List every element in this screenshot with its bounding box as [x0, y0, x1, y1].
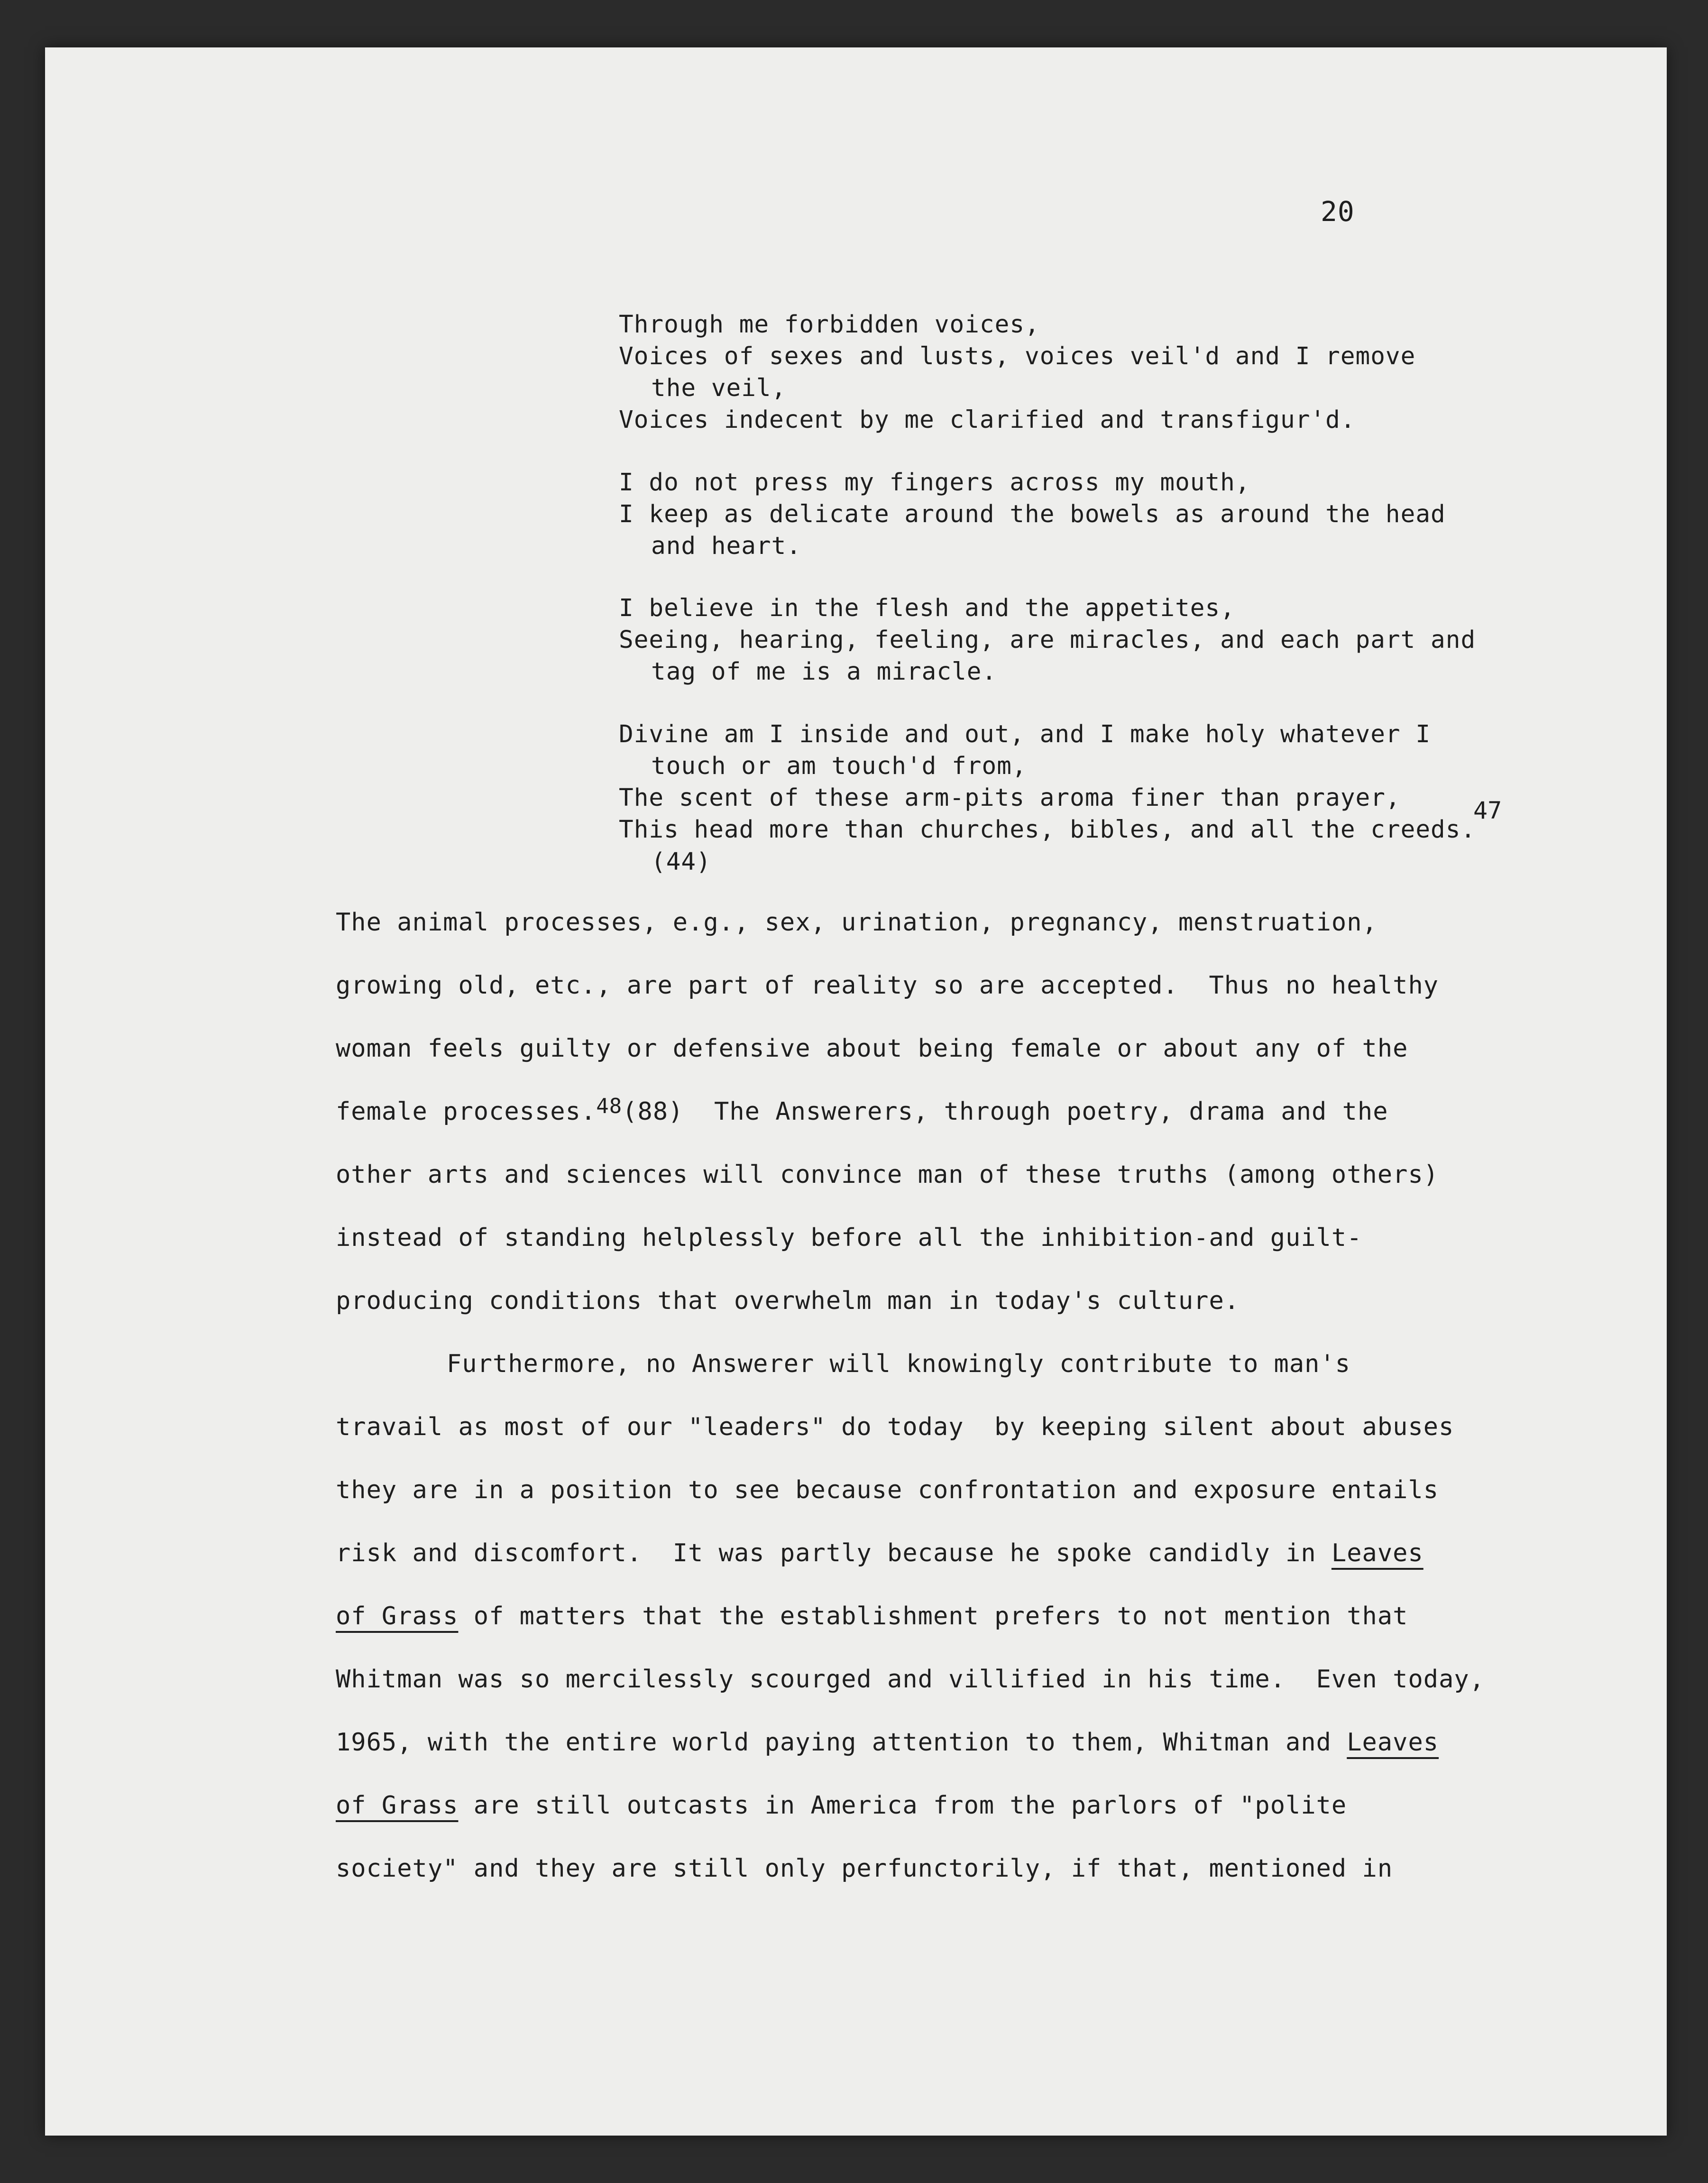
- verse-line: I do not press my fingers across my mouth,: [619, 469, 1250, 497]
- prose-line: other arts and sciences will convince man of these truths (among others): [336, 1161, 1439, 1189]
- footnote-marker: 47: [1473, 797, 1502, 824]
- prose-line: [336, 1539, 1423, 1567]
- prose-text: female processes.: [336, 1097, 597, 1126]
- book-title: of Grass: [336, 1791, 459, 1820]
- verse-line: Divine am I inside and out, and I make holy whatever I: [619, 720, 1431, 748]
- verse-line: I keep as delicate around the bowels as around the head: [619, 500, 1446, 528]
- verse-line: This head more than churches, bibles, and all the creeds.: [619, 816, 1476, 844]
- prose-text: of matters that the establishment prefers to not mention that: [458, 1602, 1408, 1630]
- footnote-marker: 48: [596, 1094, 623, 1118]
- prose-line: Furthermore, no Answerer will knowingly contribute to man's: [447, 1350, 1351, 1378]
- verse-line: Voices of sexes and lusts, voices veil'd and I remove: [619, 342, 1416, 370]
- prose-line: [336, 1728, 1439, 1757]
- document-page: [45, 47, 1667, 2136]
- verse-line: (44): [651, 848, 711, 876]
- prose-line: woman feels guilty or defensive about being female or about any of the: [336, 1034, 1408, 1063]
- prose-line: The animal processes, e.g., sex, urination, pregnancy, menstruation,: [336, 908, 1377, 937]
- prose-line: travail as most of our "leaders" do today by keeping silent about abuses: [336, 1413, 1454, 1441]
- prose-line: [336, 1791, 1347, 1820]
- verse-line: I believe in the flesh and the appetites,: [619, 594, 1235, 622]
- prose-line: [336, 1602, 1408, 1630]
- book-title: Leaves: [1347, 1728, 1439, 1757]
- book-title: Leaves: [1331, 1539, 1423, 1567]
- verse-line: Voices indecent by me clarified and transfigur'd.: [619, 406, 1356, 434]
- verse-line: The scent of these arm-pits aroma finer than prayer,: [619, 784, 1401, 812]
- verse-line: tag of me is a miracle.: [651, 658, 997, 686]
- verse-line: and heart.: [651, 532, 802, 560]
- verse-line: Through me forbidden voices,: [619, 311, 1040, 339]
- prose-line: Whitman was so mercilessly scourged and villified in his time. Even today,: [336, 1665, 1485, 1694]
- prose-line: they are in a position to see because confrontation and exposure entails: [336, 1476, 1439, 1504]
- verse-line: touch or am touch'd from,: [651, 752, 1027, 780]
- prose-text: (88) The Answerers, through poetry, drama and the: [622, 1097, 1388, 1126]
- page-number: 20: [1321, 195, 1355, 228]
- book-title: of Grass: [336, 1602, 459, 1630]
- prose-line: instead of standing helplessly before all the inhibition-and guilt-: [336, 1224, 1362, 1252]
- prose-line: society" and they are still only perfunctorily, if that, mentioned in: [336, 1854, 1393, 1883]
- prose-line: growing old, etc., are part of reality so are accepted. Thus no healthy: [336, 971, 1439, 1000]
- prose-line: producing conditions that overwhelm man in today's culture.: [336, 1287, 1240, 1315]
- prose-line: [336, 1094, 1388, 1126]
- prose-text: 1965, with the entire world paying attention to them, Whitman and: [336, 1728, 1347, 1757]
- verse-line: Seeing, hearing, feeling, are miracles, and each part and: [619, 626, 1476, 654]
- prose-text: are still outcasts in America from the parlors of "polite: [458, 1791, 1347, 1820]
- prose-text: risk and discomfort. It was partly because he spoke candidly in: [336, 1539, 1332, 1567]
- verse-line: the veil,: [651, 374, 787, 402]
